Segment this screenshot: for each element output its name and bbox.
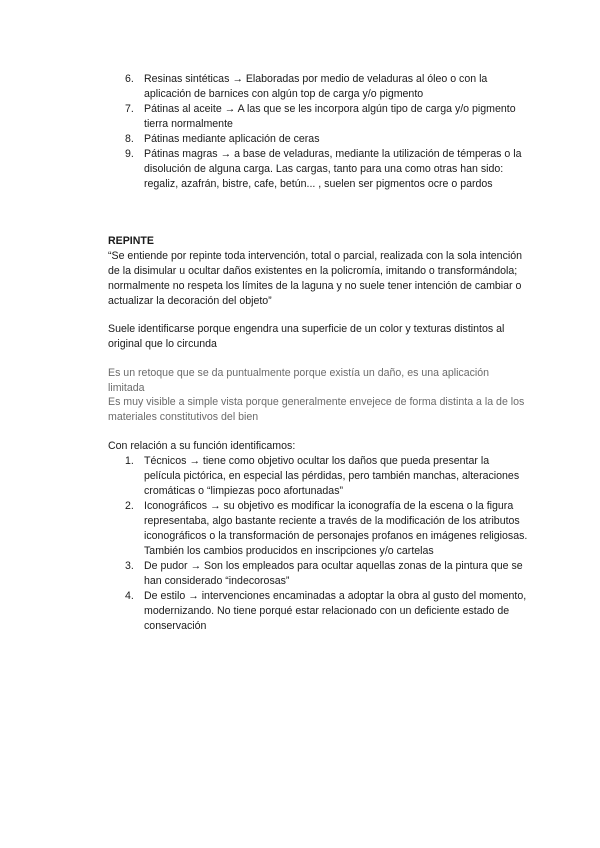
list-number: 4. [125, 590, 134, 602]
list-number: 8. [125, 133, 134, 145]
gray-note: Es un retoque que se da puntualmente porque existía un daño, es una aplicación limitada [108, 367, 490, 394]
list-text: De estilo → intervenciones encaminadas a adoptar la obra al gusto del momento, modernizando. No tiene porqué estar relacionado con un deficiente estado de conservación [144, 590, 527, 632]
list-item [108, 454, 528, 499]
list-number: 7. [125, 103, 134, 115]
function-intro: Con relación a su función identificamos: [108, 440, 296, 452]
definition-quote: “Se entiende por repinte toda intervención, total o parcial, realizada con la sola intención de la disimular u ocultar daños existentes en la policromía, imitando o transformándola; normalmente no respeta los límites de la laguna y no suele tener intención de cambiar o actualizar la decoración del objeto” [108, 250, 523, 307]
list-item [108, 499, 528, 559]
list-item [108, 589, 528, 634]
list-item [108, 132, 528, 147]
list-number: 1. [125, 455, 134, 467]
list-number: 3. [125, 560, 134, 572]
list-text: Pátinas mediante aplicación de ceras [144, 133, 320, 145]
list-text: Resinas sintéticas → Elaboradas por medio de veladuras al óleo o con la aplicación de barnices con algún top de carga y/o pigmento [144, 73, 488, 100]
list-item [108, 559, 528, 589]
paragraph: Suele identificarse porque engendra una superficie de un color y texturas distintos al original que lo circunda [108, 323, 505, 350]
list-number: 9. [125, 148, 134, 160]
list-text: Pátinas al aceite → A las que se les incorpora algún tipo de carga y/o pigmento tierra normalmente [144, 103, 516, 130]
list-text: Técnicos → tiene como objetivo ocultar los daños que pueda presentar la película pictórica, en especial las pérdidas, pero también manchas, alteraciones cromáticas o “limpiezas poco afortunadas” [144, 455, 520, 497]
list-text: Pátinas magras → a base de veladuras, mediante la utilización de témperas o la disolución de alguna carga. Las cargas, tanto para una como otras han sido: regaliz, azafrán, bistre, cafe, betún... , suelen ser pigmentos ocre o pardos [144, 148, 522, 190]
list-item [108, 72, 528, 102]
gray-note: Es muy visible a simple vista porque generalmente envejece de forma distinta a la de los materiales constitutivos del bien [108, 396, 525, 423]
list-item [108, 147, 528, 192]
patinas-list [108, 72, 528, 192]
list-text: Iconográficos → su objetivo es modificar la iconografía de la escena o la figura representaba, algo bastante reciente a través de la modificación de los atributos iconográficos o la transformación de personajes profanos en imágenes religiosas. También los cambios producidos en inscripciones y/o cartelas [144, 500, 528, 557]
list-item [108, 102, 528, 132]
list-number: 2. [125, 500, 134, 512]
function-list [108, 454, 528, 634]
list-text: De pudor → Son los empleados para ocultar aquellas zonas de la pintura que se han considerado “indecorosas” [144, 560, 523, 587]
list-number: 6. [125, 73, 134, 85]
section-heading: REPINTE [108, 235, 154, 247]
